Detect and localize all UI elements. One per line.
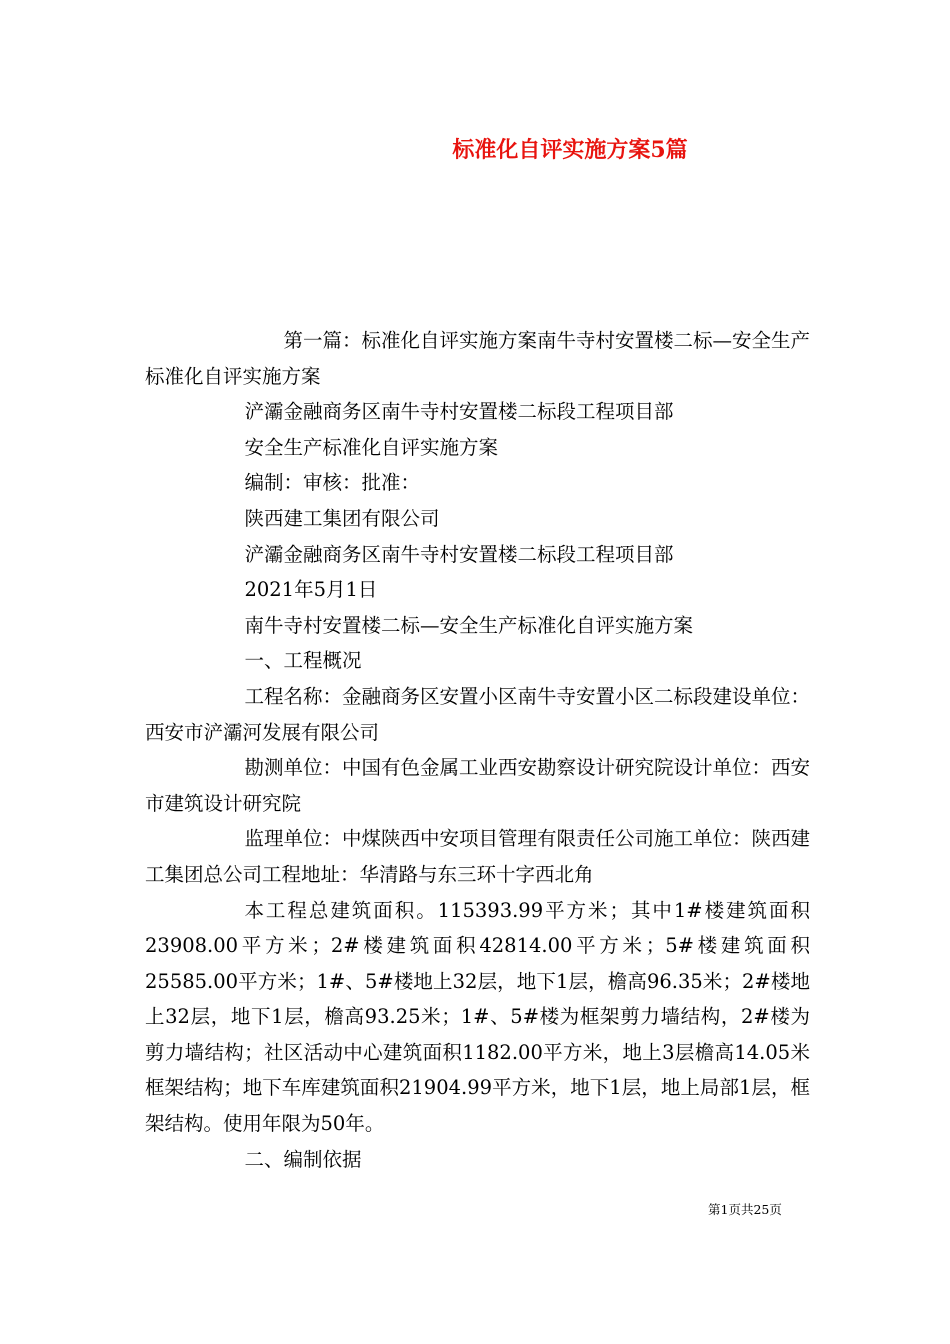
page-number-footer: 第1页共25页 xyxy=(708,1202,782,1217)
paragraph-building-area: 本工程总建筑面积。115393.99平方米；其中1#楼建筑面积23908.00平方米；2#楼建筑面积42814.00平方米；5#楼建筑面积25585.00平方米；1#、5#楼地上32层，地下1层，檐高96.35米；2#楼地上32层，地下1层，檐高93.25米；1#、5#楼为框架剪力墙结构，2#楼为剪力墙结构；社区活动中心建筑面积1182.00平方米，地上3层檐高14.05米框架结构；地下车库建筑面积21904.99平方米，地下1层，地上局部1层，框架结构。使用年限为50年。 xyxy=(145,898,810,1136)
paragraph-project-name: 工程名称：金融商务区安置小区南牛寺安置小区二标段建设单位：西安市浐灞河发展有限公司 xyxy=(145,684,810,744)
document-body xyxy=(145,323,810,1177)
paragraph-survey-unit: 勘测单位：中国有色金属工业西安勘察设计研究院设计单位：西安市建筑设计研究院 xyxy=(145,756,810,815)
paragraph-supervision-unit: 监理单位：中煤陕西中安项目管理有限责任公司施工单位：陕西建工集团总公司工程地址：华清路与东三环十字西北角 xyxy=(145,827,810,886)
paragraph-project-department-2: 浐灞金融商务区南牛寺村安置楼二标段工程项目部 xyxy=(244,542,674,566)
paragraph-signoff: 编制：审核：批准： xyxy=(244,471,420,495)
paragraph-company: 陕西建工集团有限公司 xyxy=(244,506,440,530)
paragraph-project-department: 浐灞金融商务区南牛寺村安置楼二标段工程项目部 xyxy=(244,400,674,424)
paragraph-subtitle: 南牛寺村安置楼二标—安全生产标准化自评实施方案 xyxy=(244,613,693,637)
section-heading-basis: 二、编制依据 xyxy=(244,1147,362,1171)
paragraph-date: 2021年5月1日 xyxy=(244,578,378,602)
paragraph-plan-title: 安全生产标准化自评实施方案 xyxy=(244,435,498,459)
section-heading-overview: 一、工程概况 xyxy=(244,649,362,673)
document-title: 标准化自评实施方案5篇 xyxy=(452,137,688,163)
paragraph-part-one-heading: 第一篇：标准化自评实施方案南牛寺村安置楼二标—安全生产标准化自评实施方案 xyxy=(145,329,810,388)
